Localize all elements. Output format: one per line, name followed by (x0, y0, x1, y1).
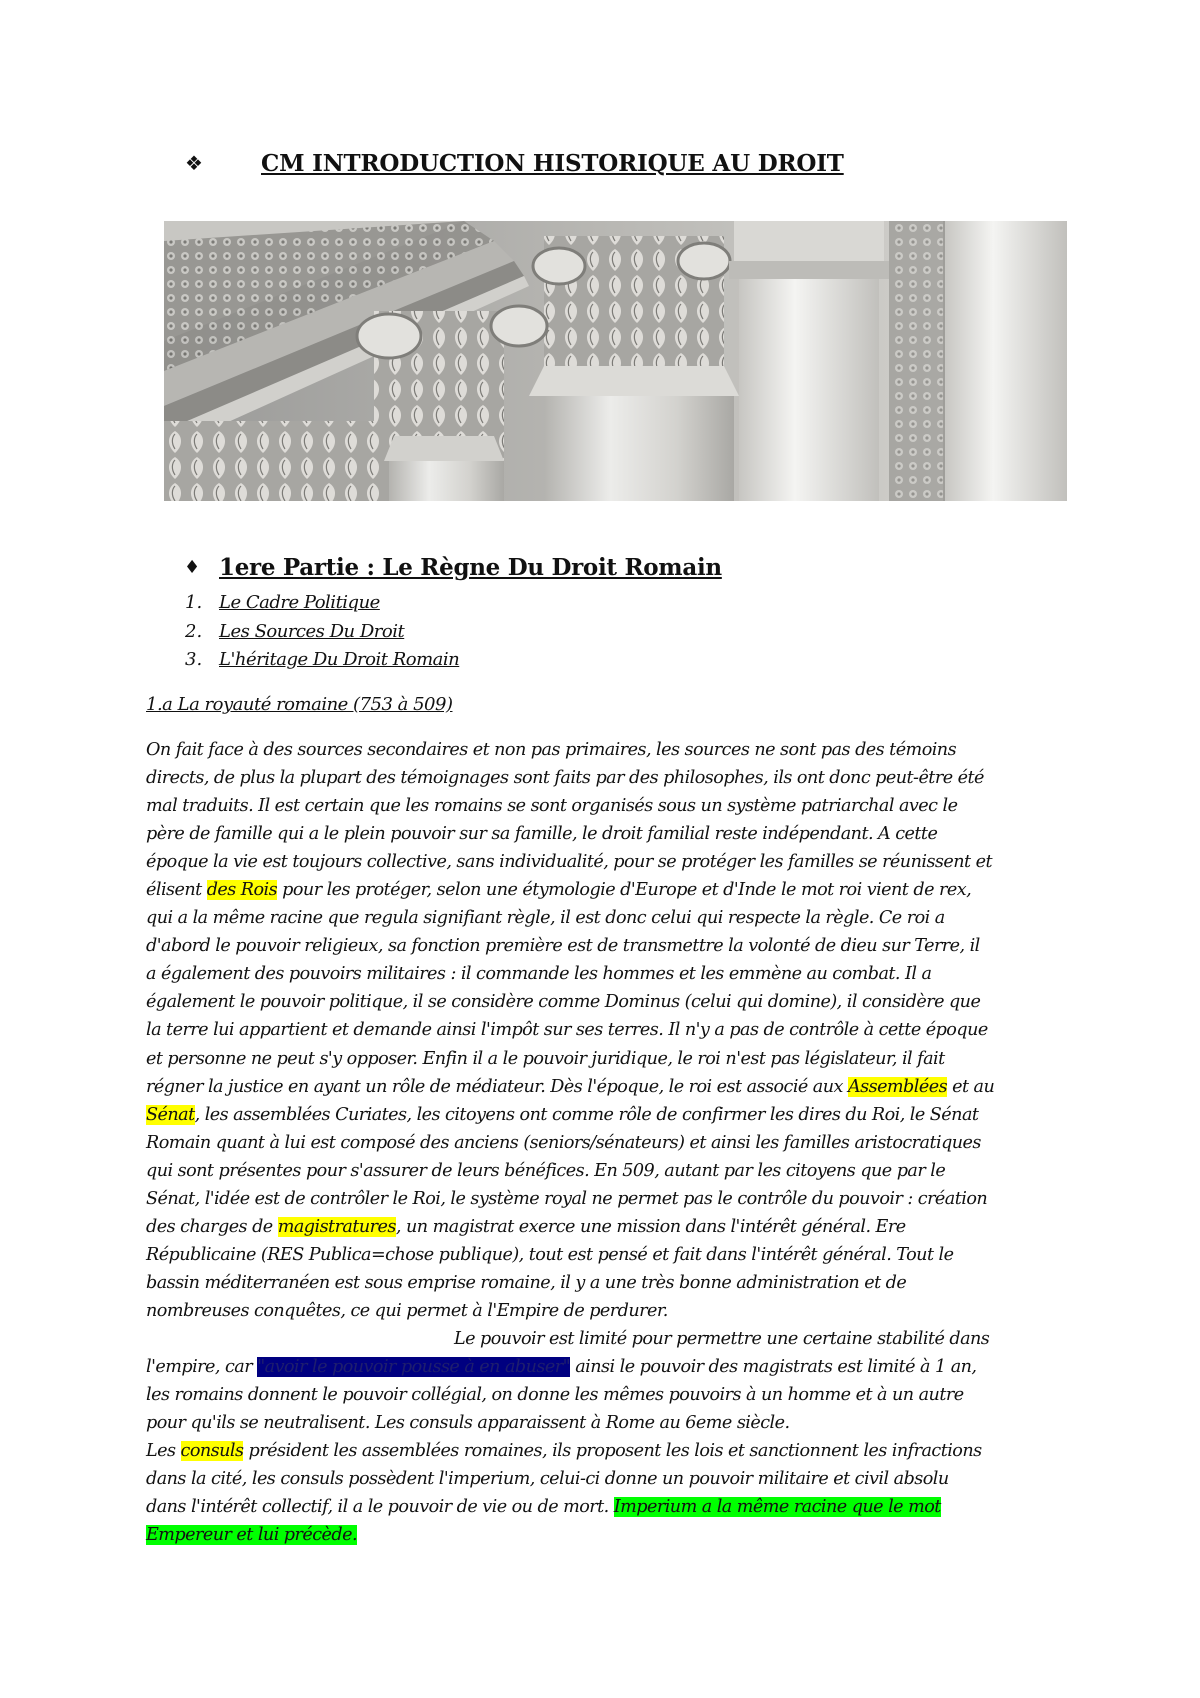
list-item: 3. L'héritage Du Droit Romain (185, 649, 459, 678)
text-line: les romains donnent le pouvoir collégial, on donne les mêmes pouvoirs à un homme et à un autre (146, 1385, 964, 1406)
text-line: époque la vie est toujours collective, sans individualité, pour se protéger les familles se réunissent et (146, 852, 992, 873)
text-line: père de famille qui a le plein pouvoir sur sa famille, le droit familial reste indépendant. A cette (146, 824, 938, 845)
text-line: des charges de magistratures, un magistrat exerce une mission dans l'intérêt général. Ere (146, 1216, 906, 1237)
list-item: 1. Le Cadre Politique (185, 592, 459, 621)
highlight-yellow: consuls (180, 1441, 244, 1462)
text-line (146, 1521, 1066, 1549)
outline-label: Les Sources Du Droit (219, 620, 405, 642)
text-line: Républicaine (RES Publica=chose publique), tout est pensé et fait dans l'intérêt général. Tout le (146, 1244, 954, 1265)
title-row (185, 146, 844, 180)
text-line: Sénat, l'idée est de contrôler le Roi, le système royal ne permet pas le contrôle du pouvoir : création (146, 1188, 988, 1209)
text-line: Les consuls président les assemblées romaines, ils proposent les lois et sanctionnent les infractions (146, 1441, 982, 1462)
text-line: l'empire, car "avoir le pouvoir pousse à en abuser" ainsi le pouvoir des magistrats est limité à 1 an, (146, 1357, 977, 1378)
diamond-bullet-icon: ❖ (185, 151, 203, 175)
text-line: qui sont présentes pour s'assurer de leurs bénéfices. En 509, autant par les citoyens que par le (146, 1160, 946, 1181)
list-item: 2. Les Sources Du Droit (185, 621, 459, 650)
text-line: Sénat, les assemblées Curiates, les citoyens ont comme rôle de confirmer les dires du Roi, le Sénat (146, 1104, 979, 1125)
text-line: mal traduits. Il est certain que les romains se sont organisés sous un système patriarchal avec le (146, 796, 958, 817)
outline-list (185, 592, 459, 678)
text-line: Le pouvoir est limité pour permettre une certaine stabilité dans (454, 1328, 990, 1349)
text-line: dans la cité, les consuls possèdent l'imperium, celui-ci donne un pouvoir militaire et civil absolu (146, 1469, 949, 1490)
body-text (146, 736, 1066, 1549)
columns-photo (164, 221, 1067, 501)
text-line: Romain quant à lui est composé des anciens (seniors/sénateurs) et ainsi les familles aristocratiques (146, 1132, 981, 1153)
part-title: 1ere Partie : Le Règne Du Droit Romain (219, 554, 722, 581)
text-line: dans l'intérêt collectif, il a le pouvoir de vie ou de mort. Imperium a la même racine que le mot (146, 1497, 941, 1518)
highlight-navy: "avoir le pouvoir pousse à en abuser" (257, 1357, 571, 1378)
outline-label: L'héritage Du Droit Romain (219, 649, 460, 670)
text-line: et personne ne peut s'y opposer. Enfin il a le pouvoir juridique, le roi n'est pas législateur, il fait (146, 1048, 945, 1069)
text-line: pour qu'ils se neutralisent. Les consuls apparaissent à Rome au 6eme siècle. (146, 1413, 790, 1434)
section-subheading: 1.a La royauté romaine (753 à 509) (146, 694, 453, 715)
part-heading-row (184, 554, 722, 581)
highlight-green: Empereur et lui précède. (146, 1525, 358, 1546)
text-line: On fait face à des sources secondaires et non pas primaires, les sources ne sont pas des témoins (146, 740, 957, 760)
document-title: CM INTRODUCTION HISTORIQUE AU DROIT (261, 149, 844, 177)
diamond-bullet-icon: ♦ (184, 557, 201, 578)
highlight-yellow: des Rois (206, 880, 278, 901)
text-line: a également des pouvoirs militaires : il commande les hommes et les emmène au combat. Il a (146, 964, 932, 985)
text-line: régner la justice en ayant un rôle de médiateur. Dès l'époque, le roi est associé aux Assemblées et au (146, 1076, 995, 1097)
text-line: également le pouvoir politique, il se considère comme Dominus (celui qui domine), il considère que (146, 992, 981, 1013)
text-line: d'abord le pouvoir religieux, sa fonction première est de transmettre la volonté de dieu sur Terre, il (146, 936, 980, 957)
highlight-yellow: magistratures (277, 1216, 396, 1237)
outline-label: Le Cadre Politique (219, 592, 380, 613)
text-line: directs, de plus la plupart des témoignages sont faits par des philosophes, ils ont donc peut-être été (146, 768, 984, 789)
text-line: nombreuses conquêtes, ce qui permet à l'Empire de perdurer. (146, 1300, 668, 1321)
text-line: qui a la même racine que regula signifiant règle, il est donc celui qui respecte la règle. Ce roi a (146, 908, 945, 929)
text-line: élisent des Rois pour les protéger, selon une étymologie d'Europe et d'Inde le mot roi vient de rex, (146, 880, 972, 901)
highlight-yellow: Assemblées (847, 1076, 948, 1097)
text-line: la terre lui appartient et demande ainsi l'impôt sur ses terres. Il n'y a pas de contrôle à cette époque (146, 1020, 988, 1041)
highlight-green: Imperium a la même racine que le mot (613, 1497, 941, 1518)
highlight-yellow: Sénat (146, 1104, 195, 1125)
text-line: bassin méditerranéen est sous emprise romaine, il y a une très bonne administration et de (146, 1272, 907, 1293)
